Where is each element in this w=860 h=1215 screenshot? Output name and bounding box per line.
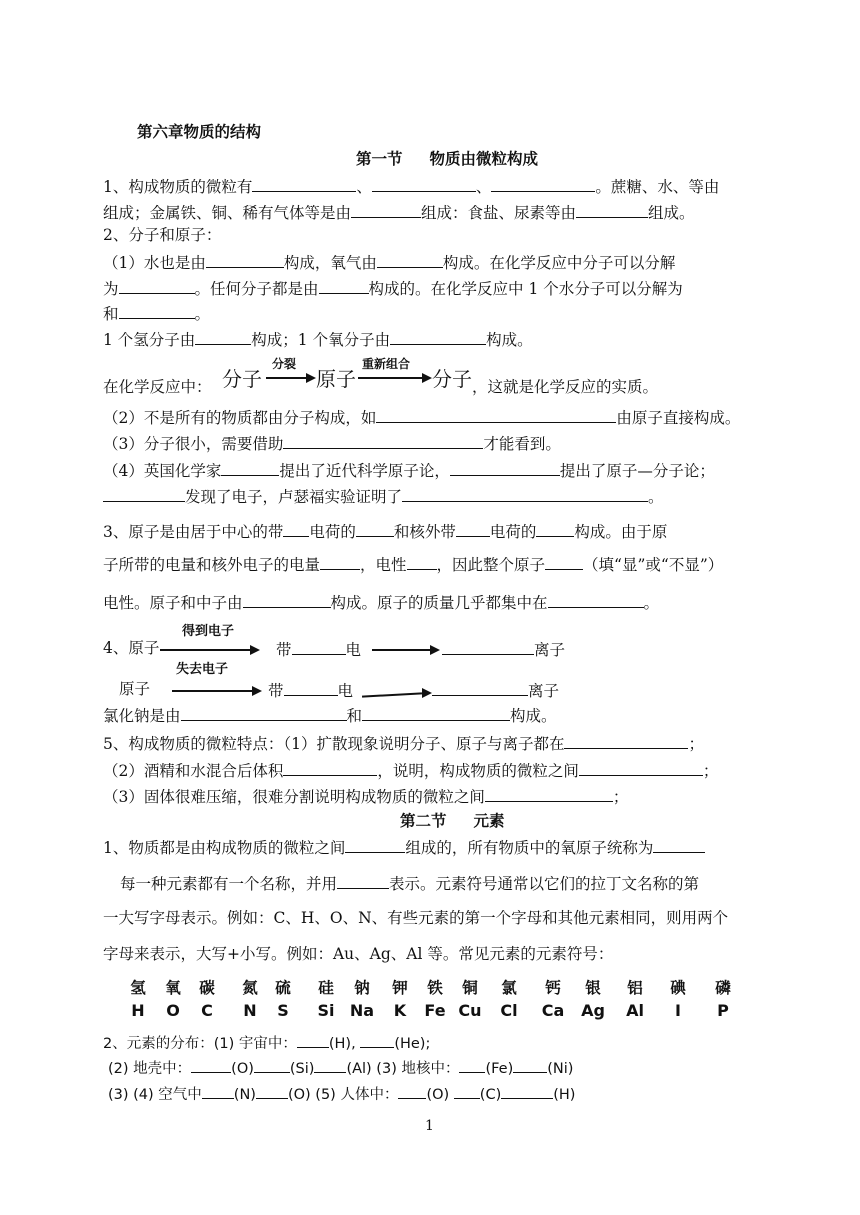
q4-line1-rest: 带 电 <box>276 637 361 661</box>
element-symbol: Al <box>626 1001 644 1020</box>
element-symbol: Na <box>349 1001 375 1020</box>
blank[interactable] <box>206 250 284 268</box>
cation-arrow <box>362 692 422 697</box>
blank[interactable] <box>402 484 648 502</box>
s2-q2-line2: (2) 地壳中： (O) (Si) (Al) (3) 地核中： (Fe) (Ni) <box>108 1055 573 1080</box>
element-name: 钾 <box>392 978 408 997</box>
cation-line: 离子 <box>432 678 559 702</box>
blank[interactable] <box>254 1055 290 1073</box>
element-symbol: K <box>393 1001 407 1020</box>
q3-line3: 电性。原子和中子由 构成。原子的质量几乎都集中在 。 <box>103 590 659 614</box>
gain-electron-label: 得到电子 <box>182 624 235 639</box>
blank[interactable] <box>442 637 534 655</box>
element-name: 硅 <box>318 978 334 997</box>
blank[interactable] <box>377 250 443 268</box>
element-symbol: Si <box>317 1001 335 1020</box>
element-symbol: Fe <box>424 1001 446 1020</box>
blank[interactable] <box>195 327 251 345</box>
q4-prefix: 4、原子 <box>103 639 160 657</box>
element-name: 氮 <box>242 978 258 997</box>
recombine-arrow <box>358 377 422 379</box>
cation-arrow-head <box>422 688 432 698</box>
gain-arrow <box>160 649 250 651</box>
nacl-line: 氯化钠是由 和 构成。 <box>103 703 557 727</box>
blank[interactable] <box>351 200 421 218</box>
blank[interactable] <box>283 758 377 776</box>
blank[interactable] <box>576 200 648 218</box>
blank[interactable] <box>320 552 360 570</box>
blank[interactable] <box>356 519 394 537</box>
q3-line1: 3、原子是由居于中心的带 电荷的 和核外带 电荷的 构成。由于原 <box>103 519 667 543</box>
blank[interactable] <box>407 552 437 570</box>
q1-line1: 1、构成物质的微粒有 、 、 。蔗糖、水、等由 <box>103 174 719 198</box>
lose-electron-label: 失去电子 <box>176 662 229 677</box>
anion-arrow <box>372 649 430 651</box>
element-name: 碘 <box>670 978 686 997</box>
q2-1-line3: 和 。 <box>103 301 210 325</box>
q3-line2: 子所带的电量和核外电子的电量 ，电性 ，因此整个原子 （填“显”或“不显”） <box>103 552 723 576</box>
blank[interactable] <box>536 519 574 537</box>
section1-title: 第一节 物质由微粒构成 <box>356 149 538 168</box>
gain-arrow-head <box>250 645 260 655</box>
blank[interactable] <box>297 1030 329 1048</box>
q2-4-line1: （4）英国化学家 提出了近代科学原子论， 提出了原子—分子论； <box>103 458 715 482</box>
element-name: 钙 <box>545 978 561 997</box>
lose-arrow-head <box>252 686 262 696</box>
element-name: 碳 <box>199 978 215 997</box>
q2-4-line2: 发现了电子，卢瑟福实验证明了 。 <box>103 484 664 508</box>
q2-2: （2）不是所有的物质都由分子构成，如 由原子直接构成。 <box>103 405 740 429</box>
blank[interactable] <box>319 276 369 294</box>
page-number: 1 <box>425 1118 434 1134</box>
lose-arrow <box>172 690 252 692</box>
element-name: 铝 <box>627 978 643 997</box>
q2-1-line4: 1 个氢分子由 构成；1 个氧分子由 构成。 <box>103 327 533 351</box>
q5-line3: （3）固体很难压缩，很难分割说明构成物质的微粒之间 ； <box>103 784 628 808</box>
s2-q1-line3: 一大写字母表示。例如：C、H、O、N、有些元素的第一个字母和其他元素相同，则用两个 <box>103 909 729 927</box>
recombine-label: 重新组合 <box>362 357 411 371</box>
reaction-prefix: 在化学反应中： <box>103 378 212 396</box>
s2-q2-line1: 2、元素的分布：(1) 宇宙中： (H), (He); <box>103 1030 430 1055</box>
recombine-arrow-head <box>422 373 432 383</box>
blank[interactable] <box>362 703 510 721</box>
element-symbol: P <box>717 1001 729 1020</box>
q4-atom: 原子 <box>119 680 151 698</box>
blank[interactable] <box>283 431 483 449</box>
element-symbol: Cu <box>458 1001 482 1020</box>
blank[interactable] <box>653 835 705 853</box>
blank[interactable] <box>252 174 356 192</box>
blank[interactable] <box>119 276 195 294</box>
element-symbol: S <box>277 1001 289 1020</box>
element-name: 铁 <box>427 978 443 997</box>
element-name: 铜 <box>462 978 478 997</box>
q1-line2: 组成；金属铁、铜、稀有气体等是由 组成：食盐、尿素等由 组成。 <box>103 200 695 224</box>
blank[interactable] <box>191 1055 231 1073</box>
element-symbol: H <box>131 1001 145 1020</box>
blank[interactable] <box>459 1055 485 1073</box>
element-name: 钠 <box>354 978 370 997</box>
blank[interactable] <box>181 703 347 721</box>
atom-label: 原子 <box>316 367 356 391</box>
blank[interactable] <box>314 1055 346 1073</box>
blank[interactable] <box>360 1030 394 1048</box>
q2-1-line1: （1）水也是由 构成，氧气由 构成。在化学反应中分子可以分解 <box>103 250 675 274</box>
element-symbol: Ca <box>541 1001 565 1020</box>
element-name: 银 <box>585 978 601 997</box>
section2-title: 第二节 元素 <box>400 811 505 830</box>
split-arrow-head <box>306 373 316 383</box>
q5-line2: （2）酒精和水混合后体积 ，说明，构成物质的微粒之间 ； <box>103 758 718 782</box>
blank[interactable] <box>103 484 185 502</box>
blank[interactable] <box>454 1081 480 1099</box>
element-name: 氢 <box>130 978 146 997</box>
q2-1-line2: 为 。任何分子都是由 构成的。在化学反应中 1 个水分子可以分解为 <box>103 276 683 300</box>
blank[interactable] <box>243 590 331 608</box>
blank[interactable] <box>390 327 486 345</box>
blank[interactable] <box>372 174 476 192</box>
blank[interactable] <box>491 174 595 192</box>
split-arrow <box>266 377 306 379</box>
q2-heading: 2、分子和原子： <box>103 226 222 244</box>
element-symbol: Ag <box>581 1001 605 1020</box>
anion-arrow-head <box>430 645 440 655</box>
element-symbol: Cl <box>500 1001 518 1020</box>
blank[interactable] <box>501 1081 553 1099</box>
blank[interactable] <box>456 519 490 537</box>
reaction-suffix: ，这就是化学反应的实质。 <box>472 378 659 396</box>
blank[interactable] <box>119 301 195 319</box>
blank[interactable] <box>513 1055 547 1073</box>
element-symbol: N <box>243 1001 257 1020</box>
element-name: 氯 <box>501 978 517 997</box>
element-symbol: O <box>166 1001 180 1020</box>
s2-q1-line1: 1、物质都是由构成物质的微粒之间 组成的，所有物质中的氧原子统称为 <box>103 835 705 859</box>
q2-3: （3）分子很小，需要借助 才能看到。 <box>103 431 561 455</box>
element-name: 硫 <box>275 978 291 997</box>
blank[interactable] <box>545 552 583 570</box>
blank[interactable] <box>450 458 560 476</box>
blank[interactable] <box>256 1081 288 1099</box>
q5-line1: 5、构成物质的微粒特点：（1）扩散现象说明分子、原子与离子都在 ； <box>103 731 704 755</box>
element-symbol: C <box>201 1001 213 1020</box>
element-name: 磷 <box>715 978 731 997</box>
split-label: 分裂 <box>272 357 297 371</box>
molecule-label-2: 分子 <box>432 367 472 391</box>
molecule-label: 分子 <box>222 367 262 391</box>
blank[interactable] <box>202 1081 234 1099</box>
blank[interactable] <box>284 678 338 696</box>
s2-q1-line4: 字母来表示，大写+小写。例如：Au、Ag、Al 等。常见元素的元素符号： <box>103 945 614 963</box>
element-symbol: I <box>675 1001 681 1020</box>
element-name: 氧 <box>165 978 181 997</box>
blank[interactable] <box>564 731 688 749</box>
blank[interactable] <box>432 678 528 696</box>
blank[interactable] <box>292 637 346 655</box>
q4-line2-rest: 带 电 <box>268 678 353 702</box>
s2-q2-line3: (3) (4) 空气中 (N) (O) (5) 人体中： (O) (C) (H) <box>108 1081 575 1106</box>
blank[interactable] <box>337 871 389 889</box>
blank[interactable] <box>376 405 616 423</box>
blank[interactable] <box>548 590 644 608</box>
blank[interactable] <box>579 758 703 776</box>
blank[interactable] <box>485 784 613 802</box>
chapter-title: 第六章物质的结构 <box>137 122 262 141</box>
blank[interactable] <box>221 458 279 476</box>
blank[interactable] <box>345 835 405 853</box>
anion-line: 离子 <box>442 637 565 661</box>
s2-q1-line2: 每一种元素都有一个名称，并用 表示。元素符号通常以它们的拉丁文名称的第 <box>120 871 699 895</box>
blank[interactable] <box>283 519 309 537</box>
blank[interactable] <box>398 1081 426 1099</box>
